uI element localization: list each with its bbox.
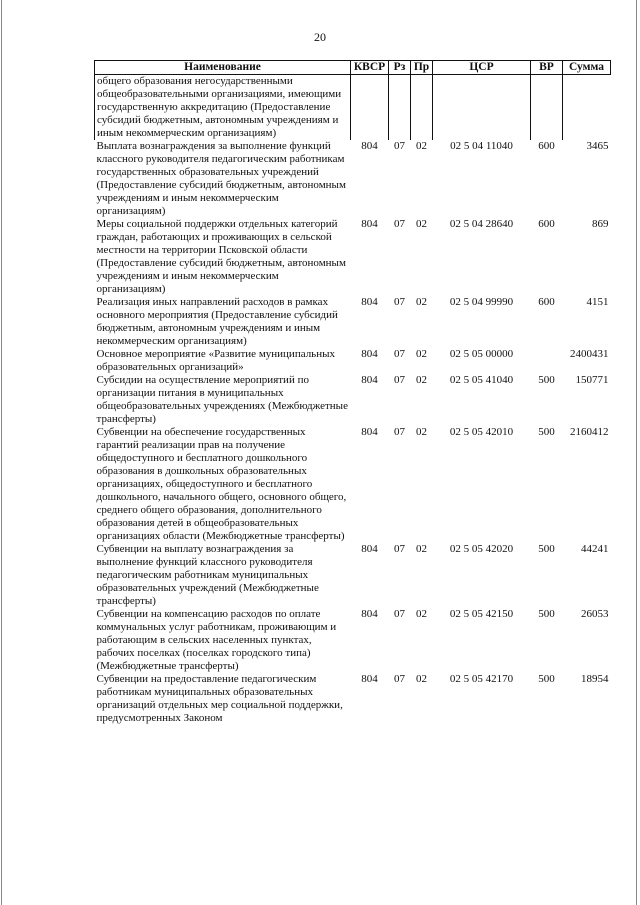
cell-name: Выплата вознаграждения за выполнение функций классного руководителя педагогическим работникам государственных образовательных учреждений (Предоставление субсидий бюджетным, автономным учреждениям и иным некоммерческим организациям) [96, 140, 346, 217]
cell-name: Субвенции на обеспечение государственных гарантий реализации прав на получение общедоступного и бесплатного дошкольного образования в дошкольных образовательных организациях, общедоступного и бесплатного дошкольного, начального общего, основного общего, среднего общего образования, дополнительного образования детей в общеобразовательных организациях области (Межбюджетные трансферты) [96, 426, 347, 542]
cell-rz: 07 [394, 426, 405, 438]
table-header-row [95, 61, 611, 75]
cell-sum: 2400431 [570, 348, 609, 360]
scan-edge-right [636, 0, 637, 905]
table-row [95, 673, 611, 725]
cell-pr: 02 [416, 543, 427, 555]
cell-vr: 600 [538, 218, 555, 230]
table-body [95, 75, 611, 726]
cell-sum [563, 75, 611, 141]
cell-pr: 02 [416, 608, 427, 620]
cell-pr: 02 [416, 374, 427, 386]
cell-csr: 02 5 05 00000 [449, 348, 514, 360]
cell-rz: 07 [394, 296, 405, 308]
table-row [95, 374, 611, 426]
cell-csr: 02 5 04 28640 [449, 218, 514, 230]
cell-vr: 500 [538, 374, 555, 386]
cell-kvsr: 804 [361, 348, 378, 360]
cell-csr: 02 5 05 42150 [449, 608, 514, 620]
cell-kvsr: 804 [361, 140, 378, 152]
cell-sum: 4151 [586, 296, 609, 308]
header-vr: ВР [531, 61, 563, 75]
cell-csr: 02 5 05 42170 [449, 673, 514, 685]
header-kvsr: КВСР [351, 61, 389, 75]
cell-kvsr: 804 [361, 218, 378, 230]
cell-sum: 869 [592, 218, 609, 230]
cell-vr: 500 [538, 543, 555, 555]
header-name: Наименование [95, 61, 351, 75]
table-row [95, 218, 611, 296]
cell-name: Меры социальной поддержки отдельных категорий граждан, работающих и проживающих в сельской местности на территории Псковской области (Предоставление субсидий бюджетным, автономным учреждениям и иным некоммерческим организациям) [96, 218, 346, 295]
cell-name: Субвенции на выплату вознаграждения за выполнение функций классного руководителя педагогическим работникам муниципальных образовательных учреждений (Межбюджетные трансферты) [96, 543, 319, 607]
cell-rz: 07 [394, 608, 405, 620]
table-row [95, 608, 611, 673]
cell-sum: 150771 [575, 374, 609, 386]
table-row [95, 543, 611, 608]
cell-sum: 44241 [581, 543, 609, 555]
cell-pr: 02 [416, 348, 427, 360]
header-sum: Сумма [563, 61, 611, 75]
table-row [95, 426, 611, 543]
cell-vr [531, 75, 563, 141]
scan-edge-left [1, 0, 2, 905]
cell-vr: 600 [538, 140, 555, 152]
cell-rz: 07 [394, 348, 405, 360]
cell-kvsr: 804 [361, 426, 378, 438]
cell-csr: 02 5 04 11040 [450, 140, 513, 152]
cell-name: Основное мероприятие «Развитие муниципальных образовательных организаций» [96, 348, 335, 373]
cell-rz: 07 [394, 374, 405, 386]
cell-name: Реализация иных направлений расходов в рамках основного мероприятия (Предоставление субсидий бюджетным, автономным учреждениям и иным некоммерческим организациям) [96, 296, 338, 347]
cell-csr: 02 5 05 42020 [449, 543, 514, 555]
cell-name: Субвенции на компенсацию расходов по оплате коммунальных услуг работникам, проживающим и работающим в сельских населенных пунктах, рабочих поселках (поселках городского типа) (Межбюджетные трансферты) [96, 608, 337, 672]
cell-pr: 02 [416, 140, 427, 152]
cell-rz: 07 [394, 218, 405, 230]
cell-vr [531, 348, 563, 374]
cell-kvsr: 804 [361, 296, 378, 308]
table-row [95, 296, 611, 348]
cell-rz: 07 [394, 543, 405, 555]
cell-csr: 02 5 05 41040 [449, 374, 514, 386]
cell-pr: 02 [416, 218, 427, 230]
cell-pr [411, 75, 433, 141]
cell-name: Субвенции на предоставление педагогическим работникам муниципальных образовательных организаций отдельных мер социальной поддержки, предусмотренных Законом [96, 673, 343, 724]
cell-sum: 18954 [581, 673, 609, 685]
cell-name: общего образования негосударственными общеобразовательными организациями, имеющими государственную аккредитацию (Предоставление субсидий бюджетным, автономным учреждениям и иным некоммерческим организациям) [95, 75, 351, 141]
table-row [95, 348, 611, 374]
header-rz: Рз [389, 61, 411, 75]
header-pr: Пр [411, 61, 433, 75]
cell-csr [433, 75, 531, 141]
cell-sum: 2160412 [570, 426, 609, 438]
cell-sum: 26053 [581, 608, 609, 620]
cell-vr: 500 [538, 673, 555, 685]
cell-kvsr: 804 [361, 608, 378, 620]
page-number: 20 [314, 30, 326, 44]
cell-sum: 3465 [586, 140, 609, 152]
budget-table [94, 60, 611, 725]
cell-kvsr: 804 [361, 673, 378, 685]
cell-vr: 500 [538, 608, 555, 620]
cell-csr: 02 5 05 42010 [449, 426, 514, 438]
cell-vr: 600 [538, 296, 555, 308]
cell-pr: 02 [416, 426, 427, 438]
cell-pr: 02 [416, 673, 427, 685]
cell-name: Субсидии на осуществление мероприятий по организации питания в муниципальных общеобразовательных учреждениях (Межбюджетные трансферты) [96, 374, 348, 425]
cell-csr: 02 5 04 99990 [449, 296, 514, 308]
cell-kvsr [351, 75, 389, 141]
cell-rz: 07 [394, 140, 405, 152]
cell-rz [389, 75, 411, 141]
table-row [95, 140, 611, 218]
cell-kvsr: 804 [361, 374, 378, 386]
table-row [95, 75, 611, 141]
cell-pr: 02 [416, 296, 427, 308]
header-csr: ЦСР [433, 61, 531, 75]
cell-rz: 07 [394, 673, 405, 685]
cell-kvsr: 804 [361, 543, 378, 555]
cell-vr: 500 [538, 426, 555, 438]
